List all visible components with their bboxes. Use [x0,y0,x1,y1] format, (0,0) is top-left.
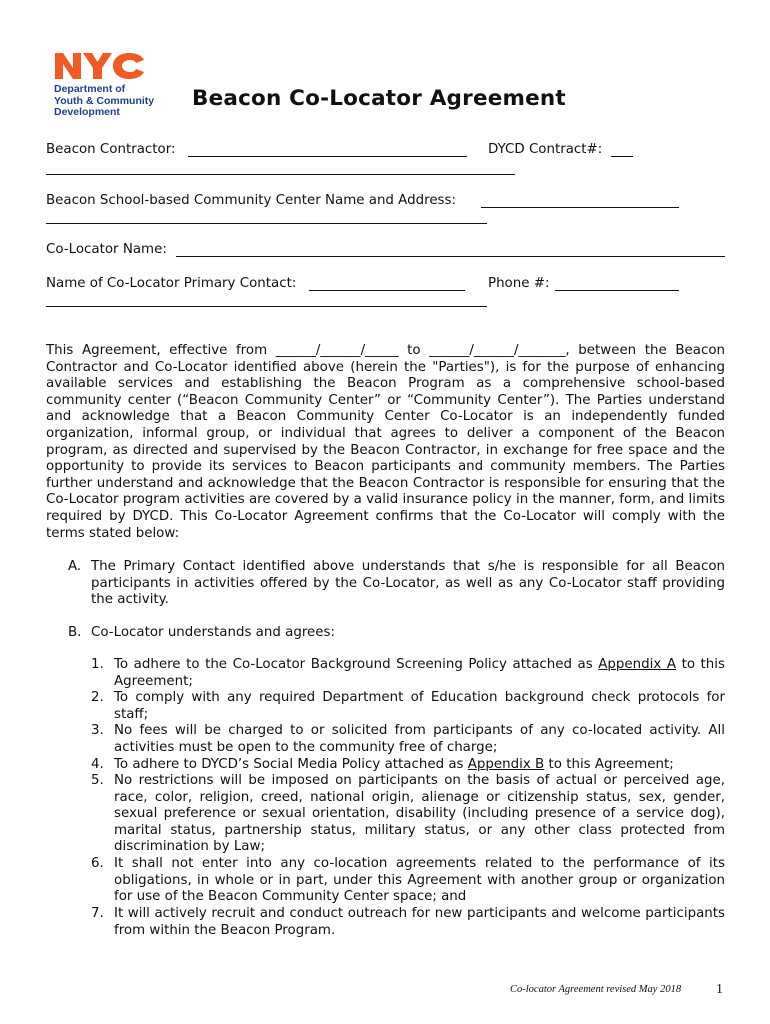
section-b-text: Co-Locator understands and agrees: [91,625,336,640]
contract-number-label: DYCD Contract#: [488,142,603,157]
list-item-text: To adhere to the Co-Locator Background Screening Policy attached as [114,657,599,672]
list-item [114,757,725,774]
contractor-label: Beacon Contractor: [46,142,176,157]
primary-contact-field-continuation[interactable] [46,306,487,307]
page-title: Beacon Co-Locator Agreement [192,86,566,111]
list-item: To comply with any required Department of Education background check protocols for staff; [114,690,725,722]
phone-field[interactable] [555,290,679,291]
phone-label: Phone #: [488,276,550,291]
center-name-address-field[interactable] [481,207,679,208]
list-item-number: 7. [91,906,104,921]
list-item-number: 2. [91,690,104,705]
primary-contact-label: Name of Co-Locator Primary Contact: [46,276,297,291]
logo-dept-line: Youth & Community [54,94,155,107]
list-item-number: 6. [91,856,104,871]
center-name-address-label: Beacon School-based Community Center Name and Address: [46,193,457,208]
list-item-number: 3. [91,723,104,738]
list-item [114,657,725,690]
nyc-logo-icon [54,51,148,81]
colocator-name-field[interactable] [176,256,725,257]
list-item-number: 5. [91,773,104,788]
list-item: No restrictions will be imposed on participants on the basis of actual or perceived age, race, color, religion, creed, national origin, alienage or citizenship status, sex, gender, sexual preference or sexual orientation, disability (including presence of a service dog), marital status, partnership status, military status, or any other class protected from discrimination by Law; [114,773,725,855]
center-address-field-continuation[interactable] [46,223,487,224]
appendix-b-link[interactable]: Appendix B [467,757,545,772]
page-number: 1 [716,982,723,997]
contractor-field-continuation[interactable] [46,174,515,175]
revision-footer: Co-locator Agreement revised May 2018 [510,984,682,995]
logo-dept-line: Development [54,106,120,118]
contract-number-field[interactable] [611,156,633,157]
list-item-text: To adhere to DYCD’s Social Media Policy attached as [114,757,468,772]
nyc-dycd-logo [54,51,164,119]
list-item: It will actively recruit and conduct outreach for new participants and welcome participants from within the Beacon Program. [114,906,725,938]
primary-contact-field[interactable] [309,290,465,291]
contractor-field[interactable] [188,156,467,157]
list-item-text: to this Agreement; [114,657,725,689]
logo-dept-line: Department of [54,83,126,95]
agreement-intro-paragraph: This Agreement, effective from ______/______/_____ to ______/______/_______, between the Beacon Contractor and Co-Locator identified above (herein the "Parties"), is for the purpose of enhancing available services and establishing the Beacon Program as a comprehensive school-based community center (“Beacon Community Center” or “Community Center”). The Parties understand and acknowledge that a Beacon Community Center Co-Locator is an independently funded organization, informal group, or individual that agrees to deliver a component of the Beacon program, as directed and supervised by the Beacon Contractor, in exchange for free space and the opportunity to provide its services to Beacon participants and community members. The Parties further understand and acknowledge that the Beacon Contractor is responsible for ensuring that the Co-Locator program activities are covered by a valid insurance policy in the manner, form, and limits required by DYCD. This Co-Locator Agreement confirms that the Co-Locator will comply with the terms stated below: [46,343,725,541]
section-a-marker: A. [68,559,82,574]
list-item: It shall not enter into any co-location agreements related to the performance of its obligations, in whole or in part, under this Agreement with another group or organization for use of the Beacon Community Center space; and [114,856,725,905]
list-item-number: 4. [91,757,104,772]
section-a-text: The Primary Contact identified above understands that s/he is responsible for all Beacon participants in activities offered by the Co-Locator, as well as any Co-Locator staff providing the activity. [91,559,725,608]
colocator-name-label: Co-Locator Name: [46,242,167,257]
list-item: No fees will be charged to or solicited from participants of any co-located activity. All activities must be open to the community free of charge; [114,723,725,755]
list-item-text: to this Agreement; [544,757,674,772]
list-item-number: 1. [91,657,104,672]
section-b-marker: B. [68,625,82,640]
appendix-a-link[interactable]: Appendix A [598,657,677,672]
